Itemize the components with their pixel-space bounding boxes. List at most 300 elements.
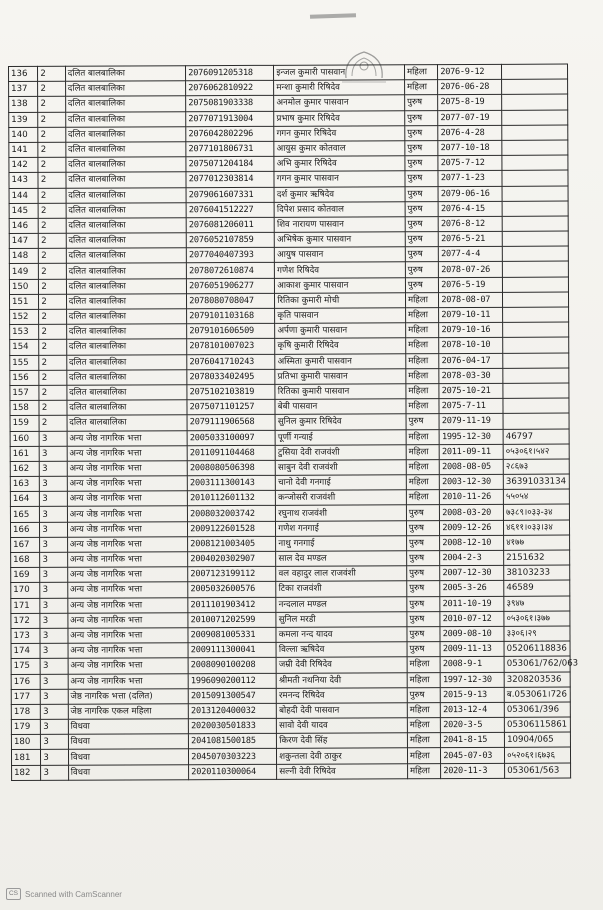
beneficiary-name-cell: गणेश रिषिदेव [275,262,406,278]
gender-cell: महिला [407,657,440,672]
gender-cell: पुरुष [407,642,440,657]
category-cell: दलित बालबालिका [66,324,187,340]
category-cell: अन्य जेष्ठ नागरिक भत्ता [68,673,189,689]
serial-number-cell: 150 [9,279,38,294]
category-code-cell: 2 [38,97,65,112]
date-cell: 2077-07-19 [438,110,502,125]
category-cell: अन्य जेष्ठ नागरिक भत्ता [67,491,188,507]
reference-number-cell: 053061/396 [504,702,570,717]
serial-number-cell: 154 [10,340,39,355]
reference-number-cell [503,277,569,292]
beneficiary-table [8,64,579,781]
gender-cell: पुरुष [405,156,438,171]
category-cell: अन्य जेष्ठ नागरिक भत्ता [68,597,189,613]
id-number-cell: 2010112601132 [188,491,276,507]
reference-number-cell: ७३८९।०३३-३४ [504,504,570,519]
date-cell: 2008-9-1 [440,657,504,672]
beneficiary-name-cell: मन्शा कुमारी रिषिदेव [274,80,405,96]
reference-number-cell [502,155,568,170]
id-number-cell: 2077071913004 [186,111,274,127]
serial-number-cell: 160 [10,431,39,446]
serial-number-cell: 153 [10,325,39,340]
beneficiary-name-cell: टुसिया देवी राजवंशी [275,444,406,460]
category-code-cell: 3 [40,507,67,522]
id-number-cell: 2079061607331 [186,187,274,203]
serial-number-cell: 172 [11,613,40,628]
beneficiary-name-cell: आकाश कुमार पासवान [275,277,406,293]
id-number-cell: 2079111906568 [187,415,275,431]
category-cell: अन्य जेष्ठ नागरिक भत्ता [67,445,188,461]
gender-cell: महिला [407,748,440,763]
serial-number-cell: 136 [9,66,38,81]
date-cell: 2011-09-11 [439,444,503,459]
beneficiary-name-cell: रितिका कुमारी पासवान [275,384,406,400]
gender-cell: महिला [406,323,439,338]
reference-number-cell [503,322,569,337]
gender-cell: पुरुष [406,414,439,429]
category-code-cell: 3 [40,567,67,582]
reference-number-cell: 46797 [503,429,569,444]
beneficiary-name-cell: सुनिल मरडी [276,612,407,628]
id-number-cell: 2007123199112 [188,567,276,583]
id-number-cell: 2013120400032 [188,703,276,719]
reference-number-cell [502,231,568,246]
serial-number-cell: 180 [11,735,40,750]
reference-number-cell: ४६११।०३३।३४ [504,520,570,535]
category-cell: अन्य जेष्ठ नागरिक भत्ता [68,612,189,628]
serial-number-cell: 162 [10,461,39,476]
serial-number-cell: 165 [10,507,39,522]
reference-number-cell [502,186,568,201]
category-cell: अन्य जेष्ठ नागरिक भत्ता [67,461,188,477]
gender-cell: पुरुष [405,186,438,201]
gender-cell: पुरुष [405,125,438,140]
beneficiary-name-cell: रितिका कुमारी मोची [275,293,406,309]
category-code-cell: 2 [39,324,66,339]
reference-number-cell: 053061/563 [505,763,571,778]
beneficiary-name-cell: दिपेश प्रसाद कोतवाल [274,201,405,217]
category-code-cell: 2 [38,66,65,81]
date-cell: 2079-06-16 [438,186,502,201]
category-cell: दलित बालबालिका [65,111,186,127]
beneficiary-name-cell: श्रीमती नथनिया देवी [276,672,407,688]
serial-number-cell: 176 [11,674,40,689]
date-cell: 2009-08-10 [440,626,504,641]
gender-cell: पुरुष [406,505,439,520]
reference-number-cell: ३९४७ [504,596,570,611]
beneficiary-name-cell: सल्नी देवी रिषिदेव [277,763,408,779]
reference-number-cell [502,140,568,155]
category-code-cell: 3 [41,719,68,734]
gender-cell: महिला [405,308,438,323]
category-cell: दलित बालबालिका [66,248,187,264]
serial-number-cell: 146 [9,218,38,233]
category-cell: दलित बालबालिका [67,400,188,416]
serial-number-cell: 157 [10,385,39,400]
gender-cell: महिला [406,459,439,474]
category-code-cell: 2 [39,233,66,248]
serial-number-cell: 156 [10,370,39,385]
reference-number-cell [502,261,568,276]
id-number-cell: 1996090200112 [188,673,276,689]
date-cell: 1997-12-30 [440,672,504,687]
reference-number-cell [502,94,568,109]
date-cell: 2078-08-07 [439,292,503,307]
category-code-cell: 3 [40,491,67,506]
id-number-cell: 2008121003405 [188,536,276,552]
serial-number-cell: 145 [9,203,38,218]
id-number-cell: 2078072610874 [187,263,275,279]
gender-cell: महिला [407,672,440,687]
category-code-cell: 2 [38,112,65,127]
category-cell: जेष्ठ नागरिक एकल महिला [68,704,189,720]
category-cell: अन्य जेष्ठ नागरिक भत्ता [68,643,189,659]
serial-number-cell: 161 [10,446,39,461]
reference-number-cell [503,353,569,368]
gender-cell: महिला [407,718,440,733]
gender-cell: महिला [406,444,439,459]
date-cell: 2076-5-19 [439,277,503,292]
beneficiary-name-cell: अभिषेक कुमार पासवान [275,232,406,248]
category-cell: दलित बालबालिका [66,202,187,218]
gender-cell: महिला [405,292,438,307]
gender-cell: पुरुष [405,110,438,125]
serial-number-cell: 137 [9,82,38,97]
gender-cell: पुरुष [406,520,439,535]
serial-number-cell: 152 [10,309,39,324]
category-code-cell: 2 [39,218,66,233]
category-code-cell: 3 [40,628,67,643]
beneficiary-name-cell: अनमोल कुमार पासवान [274,95,405,111]
beneficiary-name-cell: विल्ला ऋषिदेव [276,642,407,658]
date-cell: 2079-10-11 [439,307,503,322]
date-cell: 2009-12-26 [440,520,504,535]
category-code-cell: 2 [39,416,66,431]
reference-number-cell: 46589 [504,580,570,595]
id-number-cell: 2008080506398 [187,460,275,476]
reference-number-cell [502,125,568,140]
id-number-cell: 2009111300041 [188,642,276,658]
gender-cell: पुरुष [405,277,438,292]
beneficiary-name-cell: नन्दलाल मण्डल [276,596,407,612]
gender-cell: महिला [406,368,439,383]
id-number-cell: 2076042802296 [186,126,274,142]
category-cell: दलित बालबालिका [65,96,186,112]
reference-number-cell [503,398,569,413]
date-cell: 2078-10-10 [439,338,503,353]
id-number-cell: 2009122601528 [188,521,276,537]
category-code-cell: 2 [38,203,65,218]
gender-cell: पुरुष [407,611,440,626]
gender-cell: पुरुष [407,596,440,611]
serial-number-cell: 155 [10,355,39,370]
gender-cell: महिला [407,702,440,717]
beneficiary-name-cell: अस्मिता कुमारी पासवान [275,353,406,369]
serial-number-cell: 168 [11,552,40,567]
category-code-cell: 3 [40,583,67,598]
id-number-cell: 2041081500185 [189,734,277,750]
category-code-cell: 3 [40,552,67,567]
serial-number-cell: 147 [9,233,38,248]
category-cell: दलित बालबालिका [66,309,187,325]
category-cell: अन्य जेष्ठ नागरिक भत्ता [68,628,189,644]
category-cell: अन्य जेष्ठ नागरिक भत्ता [67,582,188,598]
reference-number-cell: 05206118836 [504,641,570,656]
category-code-cell: 3 [40,446,67,461]
category-cell: विधवा [68,764,189,780]
category-code-cell: 2 [38,173,65,188]
id-number-cell: 2075102103819 [187,384,275,400]
serial-number-cell: 179 [11,719,40,734]
reference-number-cell [502,110,568,125]
reference-number-cell: 36391033134 [503,474,569,489]
category-code-cell: 2 [39,248,66,263]
serial-number-cell: 141 [9,142,38,157]
beneficiary-name-cell: कृति पासवान [275,308,406,324]
beneficiary-name-cell: टिका राजवंशी [276,581,407,597]
category-cell: अन्य जेष्ठ नागरिक भत्ता [67,476,188,492]
beneficiary-name-cell: पूर्णी गन्याई [275,429,406,445]
gender-cell: महिला [407,763,440,778]
beneficiary-name-cell: वल वहादुर लाल राजवंशी [276,566,407,582]
reference-number-cell: 10904/065 [505,732,571,747]
category-code-cell: 3 [40,522,67,537]
reference-number-cell: ब.053061।726 [504,687,570,702]
reference-number-cell [502,64,568,79]
category-cell: दलित बालबालिका [67,369,188,385]
serial-number-cell: 175 [11,659,40,674]
date-cell: 2045-07-03 [441,748,505,763]
id-number-cell: 2076091205318 [186,65,274,81]
category-cell: दलित बालबालिका [65,81,186,97]
date-cell: 2078-03-30 [439,368,503,383]
beneficiary-name-cell: किरण देवी सिंह [277,733,408,749]
id-number-cell: 2005032600576 [188,582,276,598]
beneficiary-name-cell: अर्पणा कुमारी पासवान [275,323,406,339]
date-cell: 2004-2-3 [440,550,504,565]
beneficiary-name-cell: अभि कुमार रिषिदेव [274,156,405,172]
reference-number-cell [503,337,569,352]
reference-number-cell [503,307,569,322]
date-cell: 2009-11-13 [440,641,504,656]
category-code-cell: 3 [41,734,68,749]
category-code-cell: 3 [41,750,68,765]
serial-number-cell: 148 [9,249,38,264]
id-number-cell: 2078033402495 [187,369,275,385]
reference-number-cell: 3208203536 [504,672,570,687]
serial-number-cell: 170 [11,583,40,598]
date-cell: 2010-07-12 [440,611,504,626]
serial-number-cell: 163 [10,476,39,491]
beneficiary-name-cell: आयुष पासवान [275,247,406,263]
id-number-cell: 2015091300547 [188,688,276,704]
beneficiary-name-cell: नाथु गनगाई [276,536,407,552]
id-number-cell: 2078101007023 [187,339,275,355]
beneficiary-name-cell: आयुस कुमार कोतवाल [274,141,405,157]
category-cell: विधवा [68,719,189,735]
category-cell: अन्य जेष्ठ नागरिक भत्ता [67,567,188,583]
gender-cell: पुरुष [405,201,438,216]
category-code-cell: 3 [41,674,68,689]
category-code-cell: 2 [39,279,66,294]
category-code-cell: 2 [38,142,65,157]
id-number-cell: 2076041512227 [186,202,274,218]
table-row [12,763,571,781]
category-code-cell: 3 [41,689,68,704]
beneficiary-name-cell: सुनिल कुमार रिषिदेव [275,414,406,430]
gender-cell: महिला [407,733,440,748]
date-cell: 2007-12-30 [440,566,504,581]
category-code-cell: 2 [39,309,66,324]
gender-cell: पुरुष [405,262,438,277]
date-cell: 2041-8-15 [441,733,505,748]
ink-mark [310,13,356,19]
reference-number-cell: ०५३०६१।३७७ [504,611,570,626]
date-cell: 2075-7-11 [439,398,503,413]
id-number-cell: 2075071204184 [186,156,274,172]
category-code-cell: 3 [41,704,68,719]
id-number-cell: 2011091104468 [187,445,275,461]
serial-number-cell: 140 [9,127,38,142]
category-cell: अन्य जेष्ठ नागरिक भत्ता [68,658,189,674]
scanner-text: Scanned with CamScanner [25,889,122,899]
beneficiary-name-cell: चानो देवी गनगाई [276,475,407,491]
beneficiary-name-cell: जम्री देवी रिषिदेव [276,657,407,673]
beneficiary-name-cell: इन्जल कुमारी पासवान [274,65,405,81]
date-cell: 2015-9-13 [441,687,505,702]
serial-number-cell: 151 [9,294,38,309]
reference-number-cell: ३३०६।२९ [504,626,570,641]
category-cell: अन्य जेष्ठ नागरिक भत्ता [67,430,188,446]
serial-number-cell: 182 [12,765,41,780]
gender-cell: पुरुष [405,141,438,156]
id-number-cell: 2008090100208 [188,658,276,674]
category-cell: विधवा [68,749,189,765]
id-number-cell: 2079101103168 [187,308,275,324]
gender-cell: महिला [404,65,437,80]
category-code-cell: 3 [40,643,67,658]
reference-number-cell: 2151632 [504,550,570,565]
beneficiary-name-cell: कन्जोसरी राजवंशी [276,490,407,506]
reference-number-cell [502,246,568,261]
serial-number-cell: 142 [9,157,38,172]
gender-cell: पुरुष [406,535,439,550]
id-number-cell: 2077012303814 [186,172,274,188]
date-cell: 2077-10-18 [438,140,502,155]
category-cell: दलित बालबालिका [66,187,187,203]
category-code-cell: 2 [39,370,66,385]
beneficiary-name-cell: रमनन्द रिषिदेव [276,687,407,703]
beneficiary-name-cell: कृषि कुमारी रिषिदेव [275,338,406,354]
id-number-cell: 2075081903338 [186,96,274,112]
id-number-cell: 2020030501833 [189,718,277,734]
beneficiary-name-cell: साबुन देवी राजवंशी [276,460,407,476]
date-cell: 2076-5-21 [439,231,503,246]
beneficiary-name-cell: सावो देवी यादव [277,718,408,734]
serial-number-cell: 167 [11,537,40,552]
id-number-cell: 2076081206011 [186,217,274,233]
reference-number-cell [503,413,569,428]
category-code-cell: 3 [41,765,68,780]
gender-cell: पुरुष [405,247,438,262]
date-cell: 2076-9-12 [438,64,502,79]
category-cell: दलित बालबालिका [66,233,187,249]
reference-number-cell: 38103233 [504,565,570,580]
reference-number-cell: 053061/762/063 [504,656,570,671]
category-code-cell: 2 [39,264,66,279]
gender-cell: पुरुष [407,566,440,581]
id-number-cell: 2076052107859 [186,232,274,248]
category-cell: दलित बालबालिका [67,415,188,431]
gender-cell: महिला [406,353,439,368]
id-number-cell: 2079101606509 [187,324,275,340]
beneficiary-name-cell: गणेश गनगाई [276,520,407,536]
reference-number-cell [502,79,568,94]
beneficiary-name-cell: शिव नारायण पासवान [274,217,405,233]
date-cell: 2077-1-23 [438,171,502,186]
date-cell: 2075-10-21 [439,383,503,398]
gender-cell: पुरुष [407,581,440,596]
category-code-cell: 3 [39,431,66,446]
category-cell: दलित बालबालिका [66,218,187,234]
beneficiary-name-cell: साल देव मण्डल [276,551,407,567]
gender-cell: पुरुष [407,687,440,702]
serial-number-cell: 166 [10,522,39,537]
beneficiary-name-cell: गगन कुमार रिषिदेव [274,126,405,142]
gender-cell: महिला [406,475,439,490]
date-cell: 2010-11-26 [440,490,504,505]
gender-cell: पुरुष [405,95,438,110]
id-number-cell: 2009081005331 [188,627,276,643]
gender-cell: पुरुष [407,627,440,642]
date-cell: 2076-4-15 [438,201,502,216]
category-cell: विधवा [68,734,189,750]
category-cell: अन्य जेष्ठ नागरिक भत्ता [67,552,188,568]
date-cell: 1995-12-30 [439,429,503,444]
date-cell: 2075-7-12 [438,155,502,170]
id-number-cell: 2045070303223 [189,749,277,765]
camscanner-logo-icon: CS [6,888,21,900]
reference-number-cell [502,201,568,216]
reference-number-cell: २८६७३ [503,459,569,474]
category-code-cell: 3 [40,659,67,674]
serial-number-cell: 158 [10,400,39,415]
category-code-cell: 2 [39,355,66,370]
gender-cell: महिला [406,338,439,353]
reference-number-cell [503,368,569,383]
category-cell: दलित बालबालिका [66,278,187,294]
category-code-cell: 2 [38,127,65,142]
category-code-cell: 3 [40,461,67,476]
category-cell: दलित बालबालिका [66,263,187,279]
beneficiary-name-cell: कमला नन्द यादव [276,627,407,643]
gender-cell: पुरुष [405,232,438,247]
date-cell: 2013-12-4 [441,702,505,717]
serial-number-cell: 138 [9,97,38,112]
id-number-cell: 2076041710243 [187,354,275,370]
gender-cell: महिला [404,80,437,95]
beneficiary-name-cell: प्रतिभा कुमारी पासवान [275,369,406,385]
id-number-cell: 2078080708047 [187,293,275,309]
id-number-cell: 2075071101257 [187,399,275,415]
id-number-cell: 2011101903412 [188,597,276,613]
category-code-cell: 3 [40,598,67,613]
serial-number-cell: 164 [10,492,39,507]
date-cell: 2079-11-19 [439,414,503,429]
serial-number-cell: 159 [10,416,39,431]
gender-cell: महिला [406,490,439,505]
category-cell: दलित बालबालिका [66,294,187,310]
